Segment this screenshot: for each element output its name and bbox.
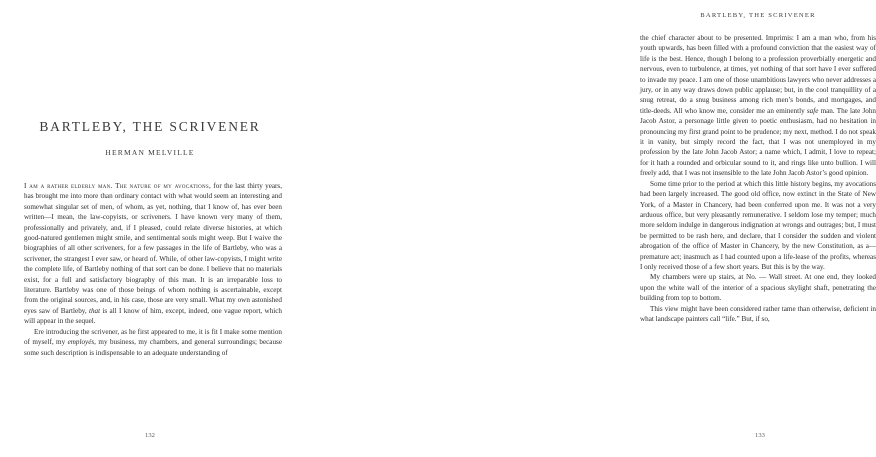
page-number: 132 bbox=[145, 432, 155, 439]
opening-smallcaps: I am a rather elderly man. The nature of my avocations, bbox=[24, 182, 212, 190]
paragraph-4: My chambers were up stairs, at No. — Wall street. At one end, they looked upon the white wall of the interior of a spacious skylight shaft, penetrating the building from top to bottom. bbox=[640, 273, 876, 303]
italic-word: safe bbox=[806, 106, 819, 115]
paragraph-3: Some time prior to the period at which this little history begins, my avocations had been largely increased. The good old office, now extinct in the State of New York, of a Master in Chancery, had been conferred upon me. It was not a very arduous office, but very pleasantly remunerative. I seldom lose my temper; much more seldom indulge in dangerous indignation at wrongs and outrages; but, I must be permitted to be rash here, and declare, that I consider the sudden and violent abrogation of the office of Master in Chancery, by the new Constitution, as a—premature act; inasmuch as I had counted upon a life-lease of the profits, whereas I only received those of a few short years. But this is by the way. bbox=[640, 179, 876, 271]
italic-word: employés bbox=[67, 338, 95, 347]
running-head: BARTLEBY, THE SCRIVENER bbox=[700, 12, 816, 19]
paragraph-1: I am a rather elderly man. The nature of my avocations, for the last thirty years, has brought me into more than ordinary contact with what would seem an interesting and somewhat singular set of men, of whom, as yet, nothing, that I know of, has ever been written—I mean, the law-copyists, or scriveners. I have known very many of them, professionally and privately, and, if I pleased, could relate diverse histories, at which good-natured gentlemen might smile, and sentimental souls might weep. But I waive the biographies of all other scriveners, for a few passages in the life of Bartleby, who was a scrivener, the strangest I ever saw, or heard of. While, of other law-copyists, I might write the complete life, of Bartleby nothing of that sort can be done. I believe that no materials exist, for a full and satisfactory biography of this man. It is an irreparable loss to literature. Bartleby was one of those beings of whom nothing is ascertainable, except from the original sources, and, in his case, those are very small. What my own astonished eyes saw of Bartleby, that is all I know of him, except, indeed, one vague report, which will appear in the sequel. bbox=[24, 182, 282, 326]
paragraph-5: This view might have been considered rather tame than otherwise, deficient in what landscape painters call “life.” But, if so, bbox=[640, 304, 876, 323]
left-body-text bbox=[24, 181, 282, 358]
page-number: 133 bbox=[755, 432, 765, 439]
right-body-text bbox=[640, 33, 876, 324]
author-name: HERMAN MELVILLE bbox=[105, 148, 195, 157]
paragraph-2: Ere introducing the scrivener, as he first appeared to me, it is fit I make some mention of myself, my employés, my business, my chambers, and general surroundings; because some such description is indispensable to an adequate understanding of bbox=[24, 327, 282, 357]
italic-word: that bbox=[89, 306, 101, 315]
story-title: BARTLEBY, THE SCRIVENER bbox=[39, 119, 261, 134]
right-page bbox=[300, 0, 876, 457]
left-page bbox=[0, 0, 300, 457]
paragraph-continued: the chief character about to be presented. Imprimis: I am a man who, from his youth upwards, has been filled with a profound conviction that the easiest way of life is the best. Hence, though I belong to a profession proverbially energetic and nervous, even to turbulence, at times, yet nothing of that sort have I ever suffered to invade my peace. I am one of those unambitious lawyers who never addresses a jury, or in any way draws down public applause; but, in the cool tranquillity of a snug retreat, do a snug business among rich men’s bonds, and mortgages, and title-deeds. All who know me, consider me an eminently safe man. The late John Jacob Astor, a personage little given to poetic enthusiasm, had no hesitation in pronouncing my first grand point to be prudence; my next, method. I do not speak it in vanity, but simply record the fact, that I was not unemployed in my profession by the late John Jacob Astor; a name which, I admit, I love to repeat; for it hath a rounded and orbicular sound to it, and rings like unto bullion. I will freely add, that I was not insensible to the late John Jacob Astor’s good opinion. bbox=[640, 34, 876, 178]
